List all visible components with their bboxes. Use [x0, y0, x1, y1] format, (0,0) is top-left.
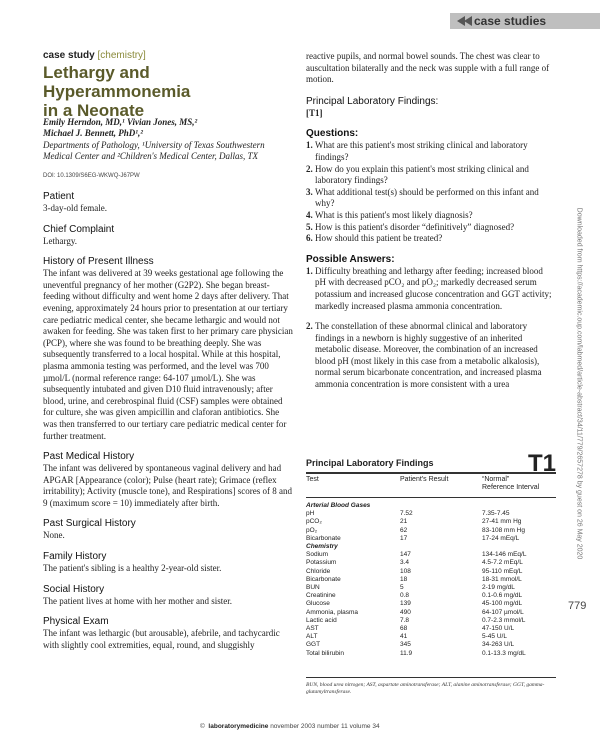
- affiliation: Departments of Pathology, ¹University of Texas Southwestern Medical Center and ²Children's Medical Center, Dallas, TX: [43, 140, 265, 161]
- left-column: [43, 191, 293, 651]
- table-rule: [306, 677, 556, 678]
- complaint-text: Lethargy.: [43, 235, 77, 246]
- section-header: Arterial Blood Gases: [306, 502, 371, 509]
- question-item: 4. What is this patient's most likely diagnosis?: [306, 209, 473, 220]
- heading-complaint: Chief Complaint: [43, 223, 115, 235]
- pe-text: The infant was lethargic (but arousable), afebrile, and tachycardic with slightly cool extremities, equal, round, and sluggishly: [43, 628, 280, 650]
- download-notice: Downloaded from https://academic.oup.com/labmed/article-abstract/34/11/779/2657278 by guest on 26 May 2020: [575, 207, 583, 560]
- kicker-topic: [chemistry]: [97, 50, 146, 61]
- heading-sh: Social History: [43, 583, 105, 595]
- page-footer: © laboratorymedicine november 2003 number 11 volume 34: [200, 723, 380, 730]
- table-row: Bicarbonate 17 17-24 mEq/L: [306, 534, 520, 542]
- table-row: Bicarbonate 18 18-31 mmol/L: [306, 575, 522, 583]
- section-header: Chemistry: [306, 543, 338, 551]
- table-row: ALT 41 5-45 U/L: [306, 633, 507, 641]
- table-body: [306, 502, 556, 658]
- fh-text: The patient's sibling is a healthy 2-year-old sister.: [43, 563, 222, 574]
- heading-plf: Principal Laboratory Findings:: [306, 95, 439, 107]
- heading-psh: Past Surgical History: [43, 518, 136, 530]
- question-item: 1. What are this patient's most striking clinical and laboratory findings?: [306, 140, 528, 162]
- authors: Emily Herndon, MD,¹ Vivian Jones, MS,² Michael J. Bennett, PhD¹,²: [43, 117, 198, 138]
- table-row: Creatinine 0.8 0.1-0.6 mg/dL: [306, 592, 523, 600]
- banner-label: case studies: [474, 14, 547, 28]
- heading-hpi: History of Present Illness: [43, 256, 154, 268]
- question-item: 6. How should this patient be treated?: [306, 233, 443, 244]
- pmh-text: The infant was delivered by spontaneous vaginal delivery and had APGAR [Appearance (color); Pulse (heart rate); Grimace (reflex irritability); Activity (muscle tone), and Respirations] scores of 8 and 9 (maximum score = 10) immediately after birth.: [43, 463, 292, 508]
- triangle-icon: [464, 16, 472, 26]
- answer-item: 1. Difficulty breathing and lethargy after feeding; increased blood pH with decreased pCO₂ and pO₂; markedly decreased serum potassium and increased glucose concentration and GGT activity; markedly increased plasma ammonia concentration.: [306, 265, 552, 311]
- answer-item: 2. The constellation of these abnormal clinical and laboratory findings in a newborn is highly suggestive of an inherited metabolic disease. Moreover, the combination of an increased blood pH (most likely in this case from a metabolic alkalosis), normal serum bicarbonate concentration, and increased plasma ammonia concentration is more consistent with a urea: [306, 321, 542, 390]
- table-row: pH 7.52 7.35-7.45: [306, 510, 510, 518]
- table-row: AST 68 47-150 U/L: [306, 625, 515, 633]
- heading-fh: Family History: [43, 551, 107, 563]
- heading-pe: Physical Exam: [43, 616, 109, 628]
- heading-answers: Possible Answers:: [306, 253, 395, 265]
- table-row: Chloride 108 95-110 mEq/L: [306, 567, 523, 575]
- table-row: Potassium 3.4 4.5-7.2 mEq/L: [306, 559, 523, 567]
- heading-questions: Questions:: [306, 128, 359, 140]
- table-footnote: BUN, blood urea nitrogen; AST, aspartate aminotransferase; ALT, alanine aminotransferase; GGT, gamma-glutamyltransferase.: [306, 682, 545, 695]
- patient-text: 3-day-old female.: [43, 203, 107, 213]
- table-rule: [306, 472, 556, 474]
- table-title: Principal Laboratory Findings: [306, 458, 434, 468]
- table-id: T1: [528, 450, 557, 477]
- right-column: [306, 51, 556, 391]
- table-row: Sodium 147 134-146 mEq/L: [306, 551, 527, 559]
- table-row: Lactic acid 7.8 0.7-2.3 mmol/L: [306, 616, 526, 624]
- pe-continued: reactive pupils, and normal bowel sounds. The chest was clear to auscultation bilaterally and the neck was supple with a full range of motion.: [306, 51, 550, 85]
- col-result: Patient's Result: [400, 476, 449, 483]
- table-row: Glucose 139 45-100 mg/dL: [306, 600, 523, 608]
- psh-text: None.: [43, 530, 65, 541]
- table-row: pCO₂ 21 27-41 mm Hg: [306, 518, 522, 526]
- question-item: 3. What additional test(s) should be performed on this infant and why?: [306, 186, 539, 209]
- table-row: GGT 345 34-263 U/L: [306, 641, 515, 649]
- section-banner: [450, 13, 600, 29]
- table-reference[interactable]: [T1]: [306, 107, 323, 118]
- table-rule: [306, 497, 556, 498]
- col-test: Test: [306, 476, 319, 483]
- heading-patient: Patient: [43, 191, 75, 202]
- article-kicker: case study [chemistry]: [43, 50, 146, 61]
- table-row: Ammonia, plasma 490 64-107 µmol/L: [306, 608, 524, 616]
- sh-text: The patient lives at home with her mother and sister.: [43, 595, 232, 606]
- heading-pmh: Past Medical History: [43, 451, 135, 463]
- table-row: BUN 5 2-19 mg/dL: [306, 584, 515, 592]
- page-number: 779: [568, 600, 587, 612]
- table-row: Total bilirubin 11.9 0.1-13.3 mg/dL: [306, 649, 526, 657]
- article-title: Lethargy and Hyperammonemia in a Neonate: [43, 63, 191, 120]
- journal-name: laboratorymedicine: [208, 723, 269, 730]
- question-item: 2. How do you explain this patient's most striking clinical and laboratory findings?: [306, 163, 529, 186]
- question-item: 5. How is this patient's disorder “definitively” diagnosed?: [306, 221, 515, 232]
- col-normal: “Normal” Reference Interval: [482, 476, 540, 491]
- table-row: pO₂ 62 83-108 mm Hg: [306, 526, 525, 534]
- hpi-text: The infant was delivered at 39 weeks gestational age following the uneventful pregnancy of her mother (G2P2). She began breast-feeding without difficulty and went home 2 days after delivery. That evening, approximately 24 hours prior to presentation at our tertiary care pediatric medical center, she became lethargic and would not awaken for feeding. She was taken first to her primary care physician (PCP), where she was found to be breathing deeply. She was subsequently transferred to a local hospital. While at this hospital, plasma ammonia testing was performed, and the level was 700 µmol/L (normal reference range: 64-107 µmol/L). She was subsequently intubated and given D10 fluid intravenously; after blood, urine, and cerebrospinal fluid (CSF) samples were obtained for culture, she was given ampicillin and claforan antibiotics. She was then transferred to our tertiary care pediatric medical center for further treatment.: [43, 268, 293, 441]
- doi: DOI: 10.1309/S6EG-WKWQ-J67PW: [43, 173, 140, 179]
